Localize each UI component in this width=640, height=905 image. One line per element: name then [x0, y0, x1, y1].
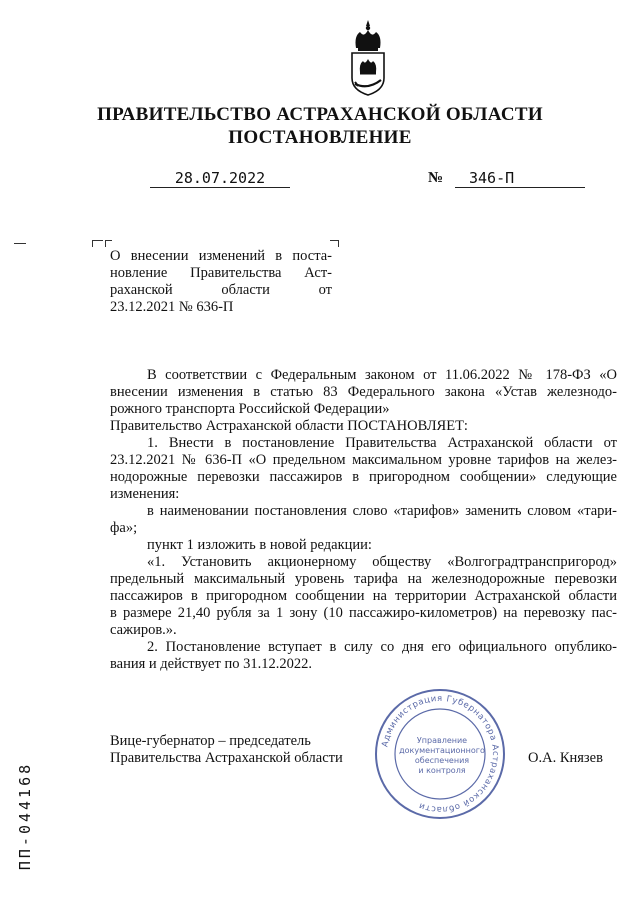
coat-of-arms-icon [346, 18, 390, 96]
document-date: 28.07.2022 [174, 169, 266, 187]
text-line: в наименовании постановления слово «тарифов» заменить словом «тари- [147, 503, 617, 519]
text-line: сажиров.». [110, 622, 177, 638]
text-line: изменения: [110, 486, 180, 502]
signatory-name: О.А. Князев [528, 750, 603, 766]
paragraph-title-change [110, 503, 617, 537]
signatory-position-line: Вице-губернатор – председатель [110, 733, 311, 749]
signatory-position [110, 733, 343, 767]
text-line: 1. Внести в постановление Правительства Астраханской области от [147, 435, 617, 451]
subject-corner-mark-left-inner [105, 240, 112, 247]
document-type-title: ПОСТАНОВЛЕНИЕ [228, 127, 412, 148]
text-line: пассажиров в пригородном сообщении на территории Астраханской области [110, 588, 617, 604]
serial-number [14, 736, 36, 896]
paragraph-preamble [110, 367, 617, 418]
date-underline [150, 187, 290, 188]
text-line: предельный максимальный уровень тарифа на железнодорожные перевозки [110, 571, 617, 587]
text-line: «1. Установить акционерному обществу «Волгоградтранспригород» [147, 554, 617, 570]
subject-line: 23.12.2021 № 636-П [110, 299, 234, 315]
official-seal-stamp [372, 686, 508, 822]
margin-tick [14, 243, 26, 244]
svg-text:Администрация Губернатора Астр: Администрация Губернатора Астраханской области [380, 693, 501, 815]
document-number: 346-П [469, 169, 515, 187]
subject-line: О внесении изменений в поста- [110, 248, 332, 264]
document-subject [110, 248, 332, 316]
subject-line: раханской области от [110, 282, 332, 298]
text-line: внесении изменения в статью 83 Федерального закона «Устав железнодо- [110, 384, 617, 400]
paragraph-item-1 [110, 435, 617, 503]
text-line: фа»; [110, 520, 138, 536]
text-line: нодорожные перевозки пассажиров в пригородном сообщении» следующие [110, 469, 617, 485]
number-underline [455, 187, 585, 188]
paragraph-resolves: Правительство Астраханской области ПОСТАНОВЛЯЕТ: [110, 418, 468, 434]
government-title: ПРАВИТЕЛЬСТВО АСТРАХАНСКОЙ ОБЛАСТИ [97, 104, 543, 125]
paragraph-new-point-1 [110, 554, 617, 639]
subject-corner-mark-right [330, 240, 339, 247]
svg-text:документационного: документационного [399, 746, 485, 755]
text-line: В соответствии с Федеральным законом от 11.06.2022 № 178-ФЗ «О [147, 367, 617, 383]
paragraph-point-1-intro: пункт 1 изложить в новой редакции: [147, 537, 372, 553]
subject-line: новление Правительства Аст- [110, 265, 332, 281]
svg-text:обеспечения: обеспечения [414, 756, 470, 765]
text-line: 2. Постановление вступает в силу со дня его официального опублико- [147, 639, 617, 655]
document-body [110, 367, 617, 673]
text-line: 23.12.2021 № 636-П «О предельном максимальном уровне тарифов на желез- [110, 452, 617, 468]
subject-corner-mark-left [92, 240, 103, 247]
text-line: в размере 21,40 рубля за 1 зону (10 пассажиро-километров) на перевозку пас- [110, 605, 617, 621]
paragraph-item-2 [110, 639, 617, 673]
signatory-position-line: Правительства Астраханской области [110, 750, 343, 766]
svg-text:и контроля: и контроля [418, 766, 466, 775]
svg-text:Управление: Управление [416, 736, 468, 745]
text-line: рожного транспорта Российской Федерации» [110, 401, 390, 417]
serial-number-text: ПП-044168 [16, 761, 34, 871]
text-line: вания и действует по 31.12.2022. [110, 656, 312, 672]
number-sign: № [428, 170, 444, 186]
